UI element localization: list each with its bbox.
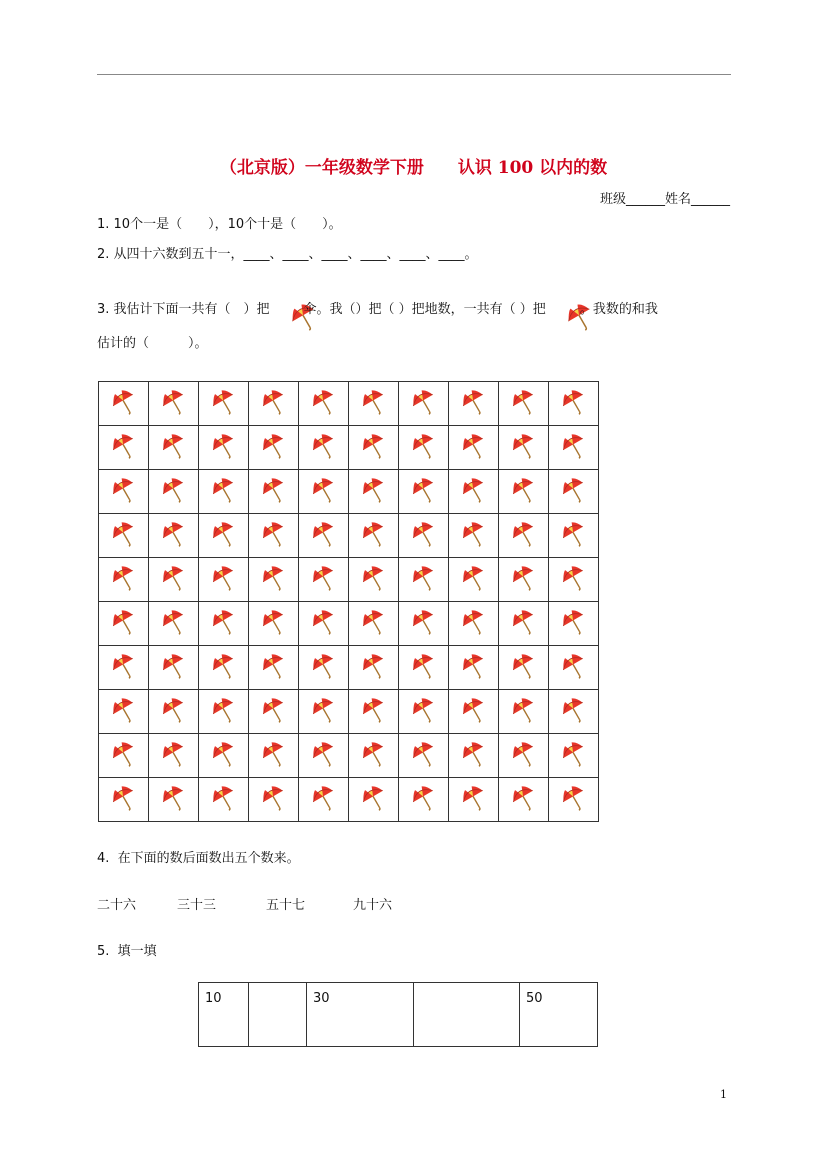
umbrella-icon: [260, 652, 288, 684]
number-item: 九十六: [353, 898, 393, 913]
header-rule: [97, 74, 731, 75]
grid-cell: [299, 514, 349, 558]
umbrella-icon: [360, 432, 388, 464]
umbrella-icon: [410, 520, 438, 552]
umbrella-icon: [210, 564, 238, 596]
grid-cell: [149, 382, 199, 426]
umbrella-icon: [460, 696, 488, 728]
grid-cell: [149, 426, 199, 470]
umbrella-icon: [160, 696, 188, 728]
umbrella-icon: [360, 784, 388, 816]
umbrella-icon: [360, 476, 388, 508]
grid-cell: [149, 470, 199, 514]
grid-cell: [399, 646, 449, 690]
grid-cell: [349, 426, 399, 470]
grid-cell: [549, 690, 599, 734]
umbrella-icon: [160, 784, 188, 816]
umbrella-icon: [360, 564, 388, 596]
umbrella-icon: [560, 388, 588, 420]
number-item: 三十三: [177, 898, 217, 913]
grid-cell: [549, 602, 599, 646]
umbrella-icon: [110, 652, 138, 684]
grid-cell: [449, 778, 499, 822]
table-cell[interactable]: [249, 983, 307, 1047]
umbrella-icon: [560, 784, 588, 816]
umbrella-icon: [260, 388, 288, 420]
umbrella-icon: [510, 432, 538, 464]
grid-cell: [149, 734, 199, 778]
umbrella-icon: [260, 696, 288, 728]
umbrella-icon: [260, 432, 288, 464]
umbrella-icon: [310, 652, 338, 684]
umbrella-icon: [510, 388, 538, 420]
grid-cell: [349, 646, 399, 690]
number-item: 二十六: [97, 898, 137, 913]
umbrella-icon: [310, 432, 338, 464]
grid-cell: [199, 646, 249, 690]
class-name-line: 班级______姓名______: [599, 192, 730, 207]
grid-cell: [99, 734, 149, 778]
umbrella-icon: [310, 388, 338, 420]
umbrella-icon: [110, 520, 138, 552]
umbrella-icon: [360, 652, 388, 684]
table-cell[interactable]: 10: [199, 983, 249, 1047]
umbrella-icon: [360, 520, 388, 552]
umbrella-icon: [210, 740, 238, 772]
grid-cell: [199, 690, 249, 734]
grid-cell: [499, 470, 549, 514]
question-3-line-2: 估计的（ ）。: [97, 336, 208, 351]
umbrella-icon: [510, 652, 538, 684]
grid-cell: [249, 690, 299, 734]
table-cell[interactable]: 50: [520, 983, 598, 1047]
umbrella-icon: [560, 432, 588, 464]
umbrella-icon: [310, 608, 338, 640]
grid-cell: [249, 558, 299, 602]
umbrella-icon: [549, 287, 579, 317]
question-3-line-1: [97, 298, 731, 317]
grid-cell: [449, 734, 499, 778]
umbrella-icon: [260, 564, 288, 596]
umbrella-icon: [510, 476, 538, 508]
umbrella-icon: [310, 564, 338, 596]
umbrella-icon: [160, 652, 188, 684]
umbrella-icon: [310, 784, 338, 816]
grid-cell: [149, 646, 199, 690]
umbrella-icon: [110, 608, 138, 640]
grid-cell: [249, 426, 299, 470]
grid-cell: [499, 646, 549, 690]
umbrella-icon: [560, 652, 588, 684]
grid-cell: [399, 690, 449, 734]
umbrella-icon: [260, 608, 288, 640]
question-2: 2. 从四十六数到五十一，____、____、____、____、____、____。: [97, 247, 478, 262]
table-row: [199, 983, 598, 1047]
grid-cell: [149, 778, 199, 822]
page-title: （北京版）一年级数学下册 认识 100 以内的数: [219, 158, 608, 178]
grid-cell: [399, 734, 449, 778]
table-cell[interactable]: 30: [307, 983, 414, 1047]
umbrella-icon: [160, 432, 188, 464]
grid-cell: [99, 382, 149, 426]
grid-cell: [549, 778, 599, 822]
umbrella-icon: [110, 740, 138, 772]
grid-cell: [499, 382, 549, 426]
grid-cell: [449, 602, 499, 646]
grid-cell: [249, 382, 299, 426]
question-3-text-c: 。我数的和我: [579, 302, 658, 317]
grid-cell: [499, 778, 549, 822]
fill-in-table: [198, 982, 598, 1047]
umbrella-icon: [460, 784, 488, 816]
grid-cell: [349, 558, 399, 602]
umbrella-icon: [410, 652, 438, 684]
grid-cell: [499, 558, 549, 602]
umbrella-icon: [160, 476, 188, 508]
umbrella-icon: [410, 740, 438, 772]
umbrella-icon: [560, 520, 588, 552]
question-3-text-b: 伞。我（）把（ ）把地数，一共有（ ）把: [303, 302, 546, 317]
umbrella-icon: [410, 608, 438, 640]
umbrella-icon: [410, 784, 438, 816]
grid-cell: [499, 734, 549, 778]
umbrella-icon: [160, 608, 188, 640]
umbrella-icon: [260, 740, 288, 772]
umbrella-icon: [160, 520, 188, 552]
umbrella-icon: [360, 740, 388, 772]
grid-cell: [499, 514, 549, 558]
umbrella-icon: [410, 564, 438, 596]
grid-cell: [99, 558, 149, 602]
grid-cell: [349, 470, 399, 514]
grid-cell: [449, 514, 499, 558]
table-cell[interactable]: [414, 983, 520, 1047]
question-5: 5. 填一填: [97, 944, 157, 959]
umbrella-icon: [410, 696, 438, 728]
umbrella-icon: [360, 388, 388, 420]
umbrella-icon: [210, 432, 238, 464]
grid-cell: [249, 470, 299, 514]
umbrella-icon: [210, 388, 238, 420]
umbrella-icon: [260, 520, 288, 552]
umbrella-icon: [110, 564, 138, 596]
umbrella-icon: [510, 696, 538, 728]
umbrella-icon: [210, 784, 238, 816]
grid-cell: [449, 426, 499, 470]
grid-cell: [199, 426, 249, 470]
umbrella-icon: [510, 564, 538, 596]
grid-cell: [449, 470, 499, 514]
umbrella-icon: [410, 476, 438, 508]
question-4-numbers: [97, 894, 413, 913]
grid-cell: [199, 558, 249, 602]
grid-cell: [299, 470, 349, 514]
umbrella-icon: [510, 784, 538, 816]
grid-cell: [249, 734, 299, 778]
grid-cell: [549, 558, 599, 602]
umbrella-icon: [460, 432, 488, 464]
umbrella-icon: [110, 696, 138, 728]
grid-cell: [199, 382, 249, 426]
grid-cell: [299, 646, 349, 690]
umbrella-icon: [460, 652, 488, 684]
question-1: 1. 10个一是（ ），10个十是（ ）。: [97, 217, 342, 232]
page-number: 1: [720, 1088, 727, 1101]
umbrella-icon: [160, 564, 188, 596]
umbrella-icon: [460, 476, 488, 508]
grid-cell: [199, 514, 249, 558]
grid-cell: [99, 514, 149, 558]
grid-cell: [499, 602, 549, 646]
grid-cell: [149, 602, 199, 646]
umbrella-icon: [310, 740, 338, 772]
grid-cell: [299, 690, 349, 734]
grid-cell: [299, 426, 349, 470]
grid-cell: [199, 470, 249, 514]
grid-cell: [149, 690, 199, 734]
grid-cell: [199, 602, 249, 646]
umbrella-icon: [460, 520, 488, 552]
grid-cell: [399, 558, 449, 602]
umbrella-icon: [460, 564, 488, 596]
grid-cell: [199, 778, 249, 822]
grid-cell: [299, 382, 349, 426]
grid-cell: [399, 514, 449, 558]
umbrella-icon: [510, 520, 538, 552]
umbrella-icon: [110, 784, 138, 816]
umbrella-icon: [560, 608, 588, 640]
umbrella-icon: [310, 520, 338, 552]
umbrella-icon: [560, 696, 588, 728]
grid-cell: [349, 734, 399, 778]
grid-cell: [499, 690, 549, 734]
umbrella-icon: [210, 520, 238, 552]
grid-cell: [349, 602, 399, 646]
umbrella-icon: [360, 608, 388, 640]
umbrella-icon: [260, 784, 288, 816]
umbrella-icon: [110, 476, 138, 508]
umbrella-icon: [110, 432, 138, 464]
umbrella-icon: [410, 432, 438, 464]
grid-cell: [399, 602, 449, 646]
umbrella-icon: [510, 740, 538, 772]
grid-cell: [249, 646, 299, 690]
grid-cell: [399, 778, 449, 822]
umbrella-icon: [160, 388, 188, 420]
grid-cell: [299, 734, 349, 778]
grid-cell: [449, 690, 499, 734]
grid-cell: [549, 382, 599, 426]
grid-cell: [349, 514, 399, 558]
question-4: 4. 在下面的数后面数出五个数来。: [97, 851, 300, 866]
umbrella-icon: [460, 608, 488, 640]
grid-cell: [99, 778, 149, 822]
umbrella-icon: [310, 696, 338, 728]
grid-cell: [349, 778, 399, 822]
grid-cell: [299, 558, 349, 602]
grid-cell: [449, 558, 499, 602]
grid-cell: [449, 382, 499, 426]
umbrella-icon: [160, 740, 188, 772]
umbrella-icon: [410, 388, 438, 420]
grid-cell: [99, 470, 149, 514]
grid-cell: [349, 382, 399, 426]
grid-cell: [399, 470, 449, 514]
grid-cell: [99, 690, 149, 734]
umbrella-icon: [210, 476, 238, 508]
grid-cell: [99, 646, 149, 690]
umbrella-icon: [560, 740, 588, 772]
grid-cell: [549, 646, 599, 690]
grid-cell: [399, 382, 449, 426]
grid-cell: [399, 426, 449, 470]
grid-cell: [299, 778, 349, 822]
umbrella-icon: [460, 388, 488, 420]
umbrella-icon: [110, 388, 138, 420]
grid-cell: [549, 734, 599, 778]
umbrella-icon: [273, 287, 303, 317]
umbrella-icon: [210, 652, 238, 684]
umbrella-icon: [510, 608, 538, 640]
grid-cell: [99, 602, 149, 646]
umbrella-icon: [560, 564, 588, 596]
umbrella-icon: [460, 740, 488, 772]
grid-cell: [549, 426, 599, 470]
umbrella-icon: [360, 696, 388, 728]
question-3-text-a: 3. 我估计下面一共有（ ）把: [97, 302, 270, 317]
umbrella-grid: [98, 381, 599, 822]
grid-cell: [249, 778, 299, 822]
grid-cell: [549, 470, 599, 514]
grid-cell: [99, 426, 149, 470]
grid-cell: [449, 646, 499, 690]
umbrella-icon: [560, 476, 588, 508]
grid-cell: [349, 690, 399, 734]
grid-cell: [149, 558, 199, 602]
umbrella-icon: [310, 476, 338, 508]
grid-cell: [149, 514, 199, 558]
grid-cell: [249, 602, 299, 646]
umbrella-icon: [210, 696, 238, 728]
number-item: 五十七: [266, 898, 306, 913]
umbrella-icon: [210, 608, 238, 640]
grid-cell: [199, 734, 249, 778]
grid-cell: [299, 602, 349, 646]
grid-cell: [249, 514, 299, 558]
grid-cell: [499, 426, 549, 470]
grid-cell: [549, 514, 599, 558]
umbrella-icon: [260, 476, 288, 508]
